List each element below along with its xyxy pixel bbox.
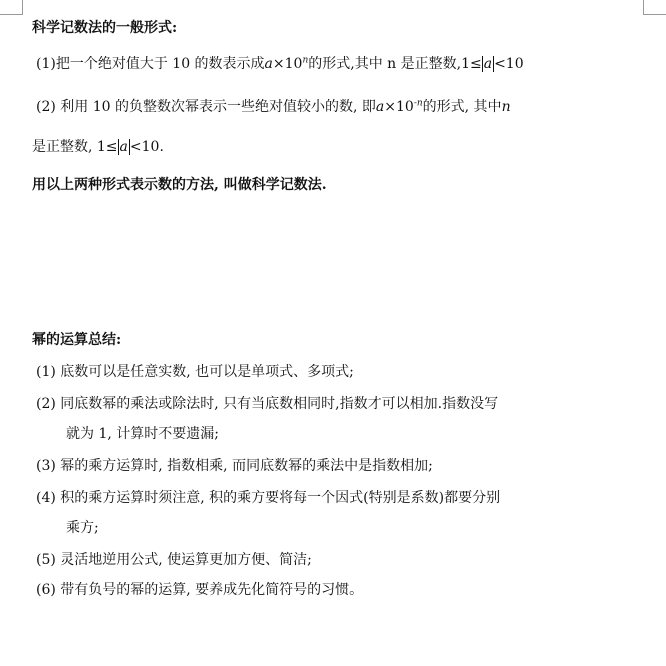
- item2-times: ×10: [384, 99, 414, 115]
- item1-exp: n: [302, 55, 309, 66]
- item2-exp: -n: [413, 98, 423, 109]
- item2-prefix: (2) 利用 10 的负整数次幂表示一些绝对值较小的数, 即: [36, 99, 376, 115]
- item1-abs-var: a: [483, 56, 493, 72]
- section2-item-4-cont: 乘方;: [66, 520, 99, 536]
- item1-times: ×10: [272, 56, 303, 72]
- item1-prefix: (1)把一个绝对值大于 10 的数表示成: [36, 56, 265, 72]
- section1-item1: [36, 54, 524, 74]
- section2-item-2-cont: 就为 1, 计算时不要遗漏;: [66, 426, 219, 442]
- item2-suffix: 的形式, 其中: [422, 99, 502, 115]
- section1-conclusion: 用以上两种形式表示数的方法, 叫做科学记数法.: [32, 177, 327, 193]
- item2-line2-prefix: 是正整数, 1≤: [32, 139, 118, 155]
- item1-tail: <10: [494, 56, 524, 72]
- section1-heading: 科学记数法的一般形式:: [32, 20, 178, 36]
- item2-var: a: [375, 99, 385, 115]
- section2-item-4: (4) 积的乘方运算时须注意, 积的乘方要将每一个因式(特别是系数)都要分别: [36, 490, 501, 506]
- section2-item-2: (2) 同底数幂的乘法或除法时, 只有当底数相同时,指数才可以相加.指数没写: [36, 396, 499, 412]
- item2-line2-tail: <10.: [129, 139, 164, 155]
- section2-item-3: (3) 幂的乘方运算时, 指数相乘, 而同底数幂的乘法中是指数相加;: [36, 458, 433, 474]
- section1-item2-line2: [32, 137, 164, 157]
- section1-item2-line1: [36, 97, 511, 117]
- item1-suffix: 的形式,其中 n 是正整数,1≤: [308, 56, 482, 72]
- item2-n-var: n: [501, 99, 511, 115]
- item1-var: a: [264, 56, 273, 72]
- section2-item-6: (6) 带有负号的幂的运算, 要养成先化简符号的习惯。: [36, 582, 364, 598]
- section2-heading: 幂的运算总结:: [32, 332, 122, 348]
- section2-item-5: (5) 灵活地逆用公式, 使运算更加方便、简洁;: [36, 552, 312, 568]
- item2-abs-var: a: [119, 139, 128, 155]
- section2-item-1: (1) 底数可以是任意实数, 也可以是单项式、多项式;: [36, 364, 354, 380]
